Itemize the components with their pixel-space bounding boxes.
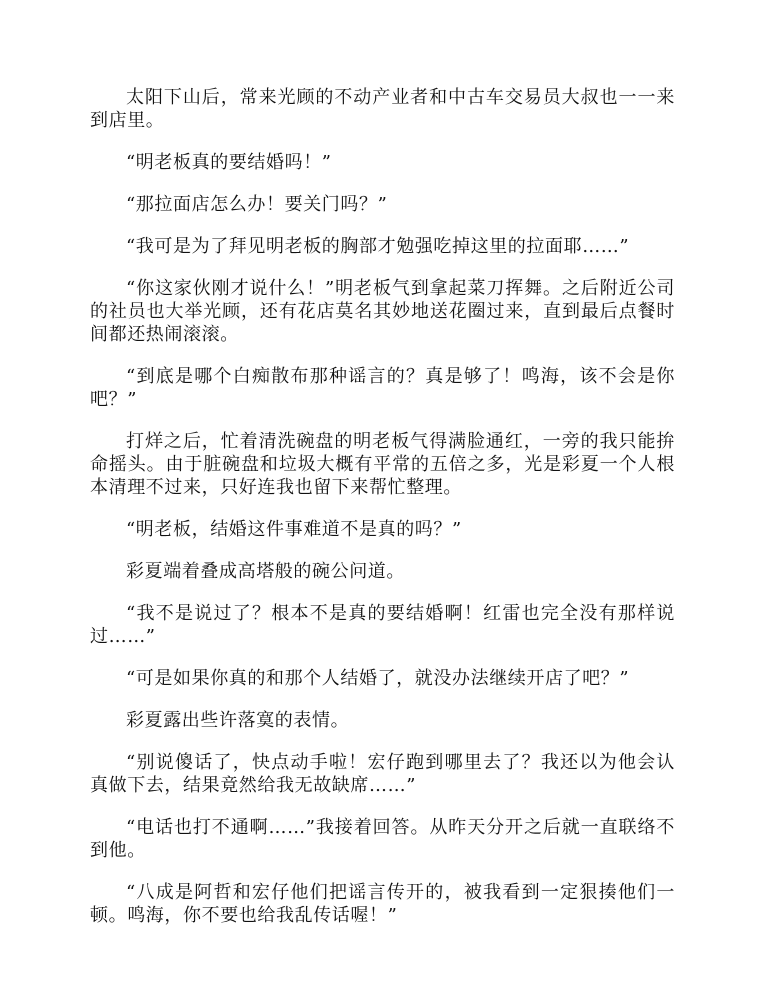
paragraph-9: 彩夏端着叠成高塔般的碗公问道。 xyxy=(126,561,405,582)
paragraph-1: 太阳下山后，常来光顾的不动产业者和中古车交易员大叔也一一来到店里。 xyxy=(90,87,675,131)
paragraph-7: 打烊之后，忙着清洗碗盘的明老板气得满脸通红，一旁的我只能拚命摇头。由于脏碗盘和垃圾大概有平常的五倍之多，光是彩夏一个人根本清理不过来，只好连我也留下来帮忙整理。 xyxy=(90,431,675,498)
paragraph-8: “明老板，结婚这件事难道不是真的吗？” xyxy=(126,519,462,540)
paragraph-10: “我不是说过了？根本不是真的要结婚啊！红雷也完全没有那样说过……” xyxy=(90,603,675,647)
paragraph-15: “八成是阿哲和宏仔他们把谣言传开的，被我看到一定狠揍他们一顿。鸣海，你不要也给我乱传话喔！” xyxy=(90,882,675,926)
paragraph-4: “我可是为了拜见明老板的胸部才勉强吃掉这里的拉面耶……” xyxy=(126,236,630,257)
paragraph-2: “明老板真的要结婚吗！” xyxy=(126,152,332,173)
paragraph-13: “别说傻话了，快点动手啦！宏仔跑到哪里去了？我还以为他会认真做下去，结果竟然给我无故缺席……” xyxy=(90,752,675,796)
document-page xyxy=(90,86,675,946)
paragraph-11: “可是如果你真的和那个人结婚了，就没办法继续开店了吧？” xyxy=(126,668,630,689)
paragraph-14: “电话也打不通啊……”我接着回答。从昨天分开之后就一直联络不到他。 xyxy=(90,817,675,861)
paragraph-5: “你这家伙刚才说什么！”明老板气到拿起菜刀挥舞。之后附近公司的社员也大举光顾，还有花店莫名其妙地送花圈过来，直到最后点餐时间都还热闹滚滚。 xyxy=(90,278,675,345)
paragraph-3: “那拉面店怎么办！要关门吗？” xyxy=(126,194,388,215)
paragraph-12: 彩夏露出些许落寞的表情。 xyxy=(126,710,350,731)
paragraph-6: “到底是哪个白痴散布那种谣言的？真是够了！鸣海，该不会是你吧？” xyxy=(90,366,675,410)
